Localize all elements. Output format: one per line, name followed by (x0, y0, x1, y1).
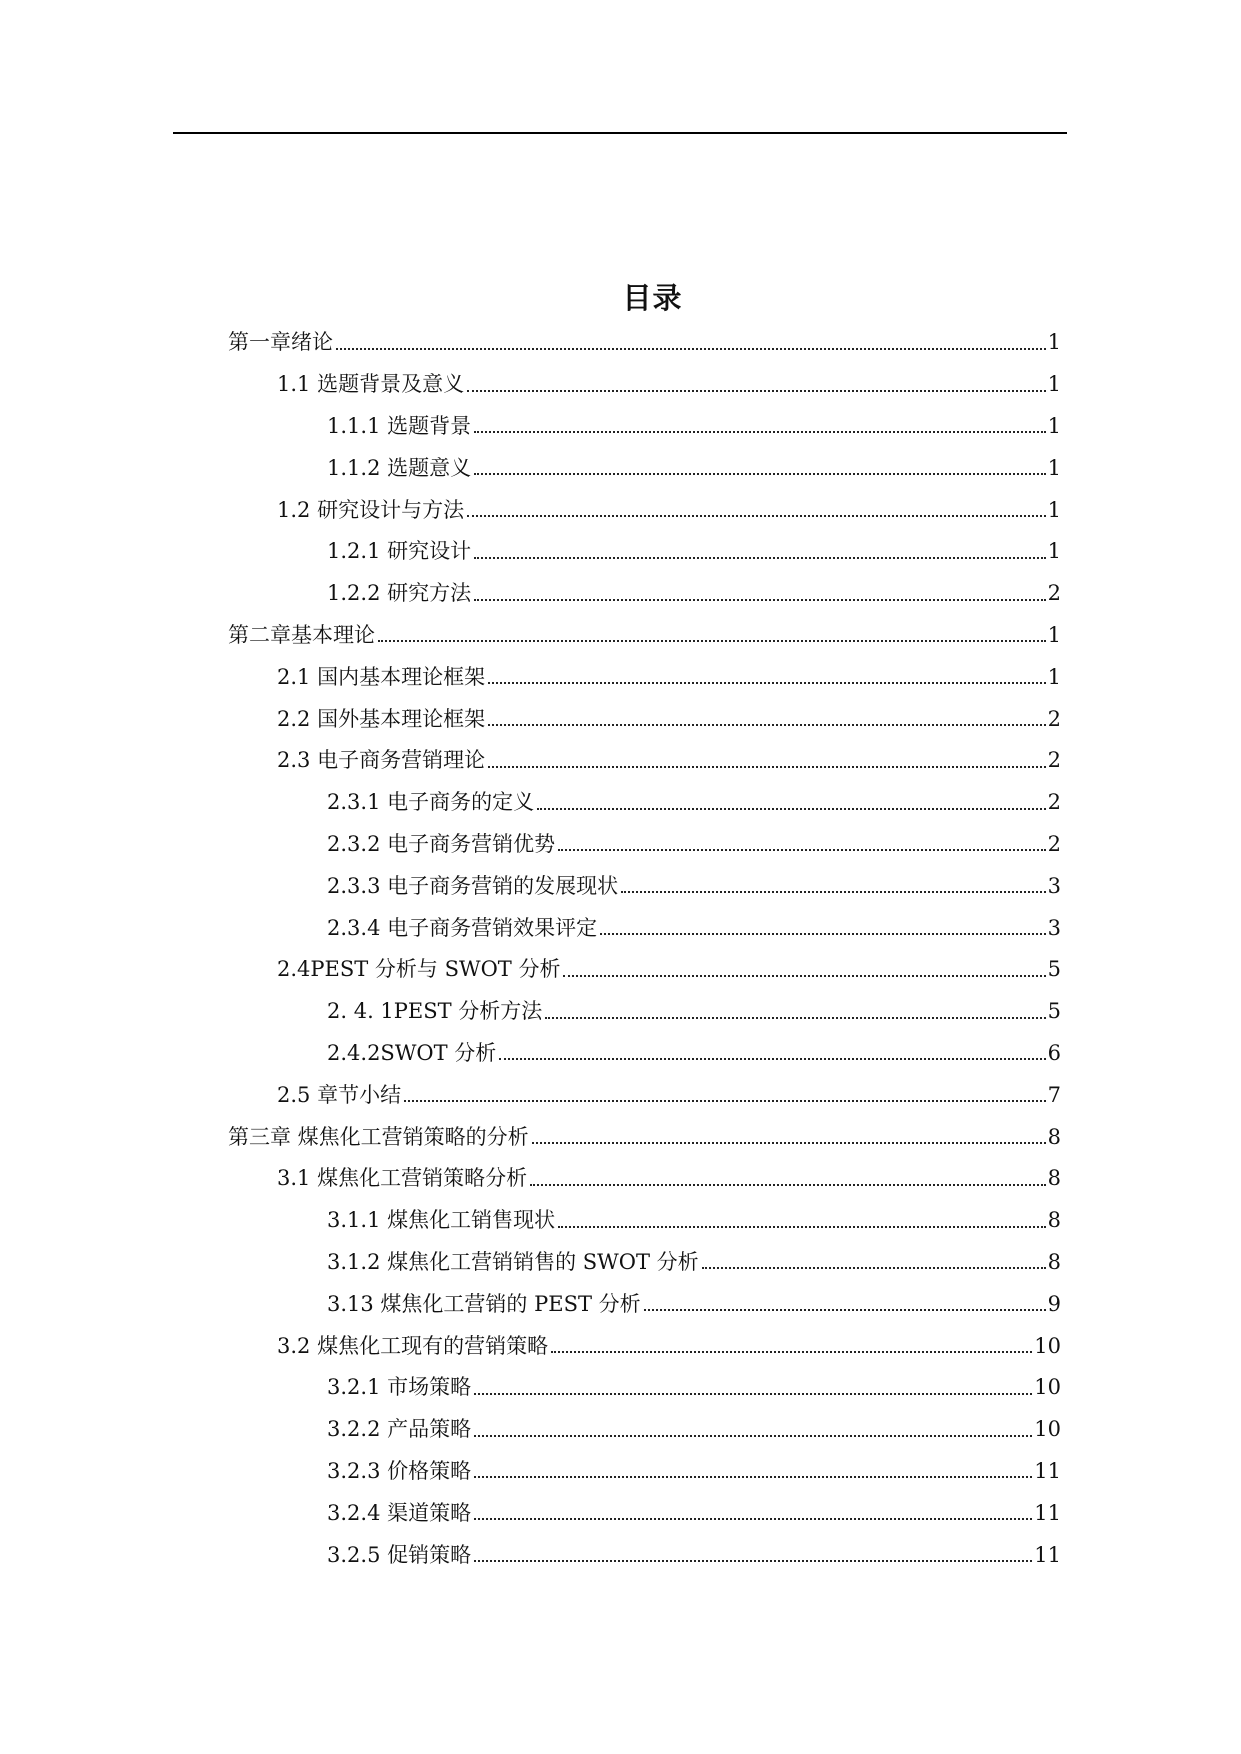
toc-entry-label: 1.1 选题背景及意义 (277, 372, 465, 397)
toc-entry-page-number: 3 (1047, 915, 1061, 940)
toc-entry-page-number: 11 (1034, 1542, 1061, 1567)
toc-entry[interactable] (0, 1242, 1241, 1284)
toc-entry-page-number: 1 (1047, 413, 1061, 438)
dot-leader (621, 891, 1046, 893)
toc-entry[interactable] (0, 865, 1241, 907)
dot-leader (702, 1267, 1046, 1269)
toc-entry-label: 第一章绪论 (228, 330, 333, 355)
dot-leader (530, 1184, 1046, 1186)
toc-entry-label: 1.1.1 选题背景 (327, 413, 472, 438)
toc-entry-page-number: 8 (1047, 1166, 1061, 1191)
toc-entry-label: 3.2.5 促销策略 (327, 1542, 472, 1567)
toc-entry[interactable] (0, 1409, 1241, 1451)
toc-entry[interactable] (0, 1158, 1241, 1200)
toc-entry[interactable] (0, 1534, 1241, 1576)
dot-leader (404, 1100, 1046, 1102)
toc-entry-label: 2.2 国外基本理论框架 (277, 706, 486, 731)
toc-entry-label: 1.1.2 选题意义 (327, 455, 472, 480)
dot-leader (474, 599, 1046, 601)
toc-entry[interactable] (0, 1367, 1241, 1409)
dot-leader (474, 473, 1046, 475)
toc-entry[interactable] (0, 1492, 1241, 1534)
toc-entry-label: 2.3.3 电子商务营销的发展现状 (327, 873, 619, 898)
toc-entry[interactable] (0, 1325, 1241, 1367)
toc-entry-page-number: 11 (1034, 1500, 1061, 1525)
toc-entry[interactable] (0, 1451, 1241, 1493)
toc-entry-page-number: 1 (1047, 330, 1061, 355)
toc-entry-page-number: 1 (1047, 622, 1061, 647)
dot-leader (551, 1351, 1032, 1353)
toc-entry-page-number: 5 (1047, 957, 1061, 982)
dot-leader (644, 1309, 1046, 1311)
toc-entry[interactable] (0, 573, 1241, 615)
toc-entry-page-number: 2 (1047, 581, 1061, 606)
dot-leader (532, 1142, 1046, 1144)
toc-entry[interactable] (0, 406, 1241, 448)
dot-leader (474, 1435, 1032, 1437)
toc-entry[interactable] (0, 698, 1241, 740)
toc-entry[interactable] (0, 949, 1241, 991)
toc-entry-page-number: 8 (1047, 1208, 1061, 1233)
toc-entry-page-number: 3 (1047, 873, 1061, 898)
toc-entry-page-number: 1 (1047, 497, 1061, 522)
toc-entry-page-number: 2 (1047, 748, 1061, 773)
dot-leader (474, 1560, 1032, 1562)
toc-entry-label: 3.1.1 煤焦化工销售现状 (327, 1208, 556, 1233)
toc-entry-label: 2.4PEST 分析与 SWOT 分析 (277, 957, 561, 982)
toc-entry[interactable] (0, 531, 1241, 573)
dot-leader (545, 1017, 1045, 1019)
toc-entry-page-number: 10 (1034, 1375, 1061, 1400)
toc-entry-label: 3.2 煤焦化工现有的营销策略 (277, 1333, 549, 1358)
toc-entry-label: 2.4.2SWOT 分析 (327, 1040, 497, 1065)
toc-entry-page-number: 8 (1047, 1124, 1061, 1149)
dot-leader (474, 1393, 1032, 1395)
toc-entry[interactable] (0, 782, 1241, 824)
toc-entry-page-number: 2 (1047, 831, 1061, 856)
toc-entry[interactable] (0, 364, 1241, 406)
dot-leader (563, 975, 1045, 977)
toc-entry-label: 2.3.2 电子商务营销优势 (327, 831, 556, 856)
toc-entry-label: 1.2.1 研究设计 (327, 539, 472, 564)
toc-entry-label: 3.1 煤焦化工营销策略分析 (277, 1166, 528, 1191)
table-of-contents (0, 322, 1241, 1576)
toc-entry[interactable] (0, 447, 1241, 489)
dot-leader (499, 1058, 1045, 1060)
toc-entry[interactable] (0, 907, 1241, 949)
toc-entry-label: 3.1.2 煤焦化工营销销售的 SWOT 分析 (327, 1249, 699, 1274)
toc-entry-label: 3.13 煤焦化工营销的 PEST 分析 (327, 1291, 641, 1316)
toc-entry[interactable] (0, 656, 1241, 698)
toc-entry-page-number: 1 (1047, 372, 1061, 397)
toc-entry-page-number: 10 (1034, 1333, 1061, 1358)
dot-leader (537, 808, 1046, 810)
toc-entry[interactable] (0, 322, 1241, 364)
dot-leader (474, 557, 1046, 559)
dot-leader (467, 515, 1046, 517)
toc-entry-page-number: 8 (1047, 1249, 1061, 1274)
toc-entry[interactable] (0, 740, 1241, 782)
toc-entry-label: 2.5 章节小结 (277, 1082, 402, 1107)
toc-entry[interactable] (0, 615, 1241, 657)
toc-entry[interactable] (0, 1033, 1241, 1075)
dot-leader (488, 766, 1046, 768)
toc-entry-page-number: 1 (1047, 455, 1061, 480)
dot-leader (474, 1476, 1032, 1478)
toc-entry-label: 2.1 国内基本理论框架 (277, 664, 486, 689)
toc-entry-label: 第三章 煤焦化工营销策略的分析 (228, 1124, 529, 1149)
dot-leader (378, 640, 1046, 642)
toc-entry-page-number: 6 (1047, 1040, 1061, 1065)
dot-leader (467, 390, 1046, 392)
toc-entry-page-number: 7 (1047, 1082, 1061, 1107)
toc-entry-label: 1.2.2 研究方法 (327, 581, 472, 606)
dot-leader (558, 1226, 1046, 1228)
toc-entry-page-number: 9 (1047, 1291, 1061, 1316)
toc-entry-label: 3.2.2 产品策略 (327, 1417, 472, 1442)
toc-entry-label: 3.2.4 渠道策略 (327, 1500, 472, 1525)
toc-entry-label: 1.2 研究设计与方法 (277, 497, 465, 522)
toc-entry-page-number: 5 (1047, 999, 1061, 1024)
toc-entry-page-number: 2 (1047, 706, 1061, 731)
toc-entry[interactable] (0, 1200, 1241, 1242)
toc-entry-page-number: 11 (1034, 1458, 1061, 1483)
toc-entry-page-number: 1 (1047, 664, 1061, 689)
dot-leader (474, 431, 1046, 433)
toc-entry[interactable] (0, 1074, 1241, 1116)
dot-leader (488, 724, 1046, 726)
toc-entry[interactable] (0, 489, 1241, 531)
toc-entry[interactable] (0, 991, 1241, 1033)
toc-entry-label: 2.3.4 电子商务营销效果评定 (327, 915, 598, 940)
dot-leader (474, 1518, 1032, 1520)
toc-entry-label: 第二章基本理论 (228, 622, 375, 647)
toc-title: 目录 (622, 281, 683, 315)
toc-entry-page-number: 1 (1047, 539, 1061, 564)
toc-entry-label: 3.2.3 价格策略 (327, 1458, 472, 1483)
toc-entry-label: 3.2.1 市场策略 (327, 1375, 472, 1400)
toc-entry-label: 2.3 电子商务营销理论 (277, 748, 486, 773)
toc-entry-page-number: 10 (1034, 1417, 1061, 1442)
toc-entry[interactable] (0, 824, 1241, 866)
dot-leader (336, 348, 1046, 350)
toc-entry-label: 2.3.1 电子商务的定义 (327, 790, 535, 815)
header-rule (173, 132, 1067, 134)
toc-entry[interactable] (0, 1283, 1241, 1325)
dot-leader (558, 849, 1046, 851)
toc-entry-page-number: 2 (1047, 790, 1061, 815)
toc-entry[interactable] (0, 1116, 1241, 1158)
dot-leader (600, 933, 1046, 935)
toc-entry-label: 2. 4. 1PEST 分析方法 (327, 999, 543, 1024)
dot-leader (488, 682, 1046, 684)
